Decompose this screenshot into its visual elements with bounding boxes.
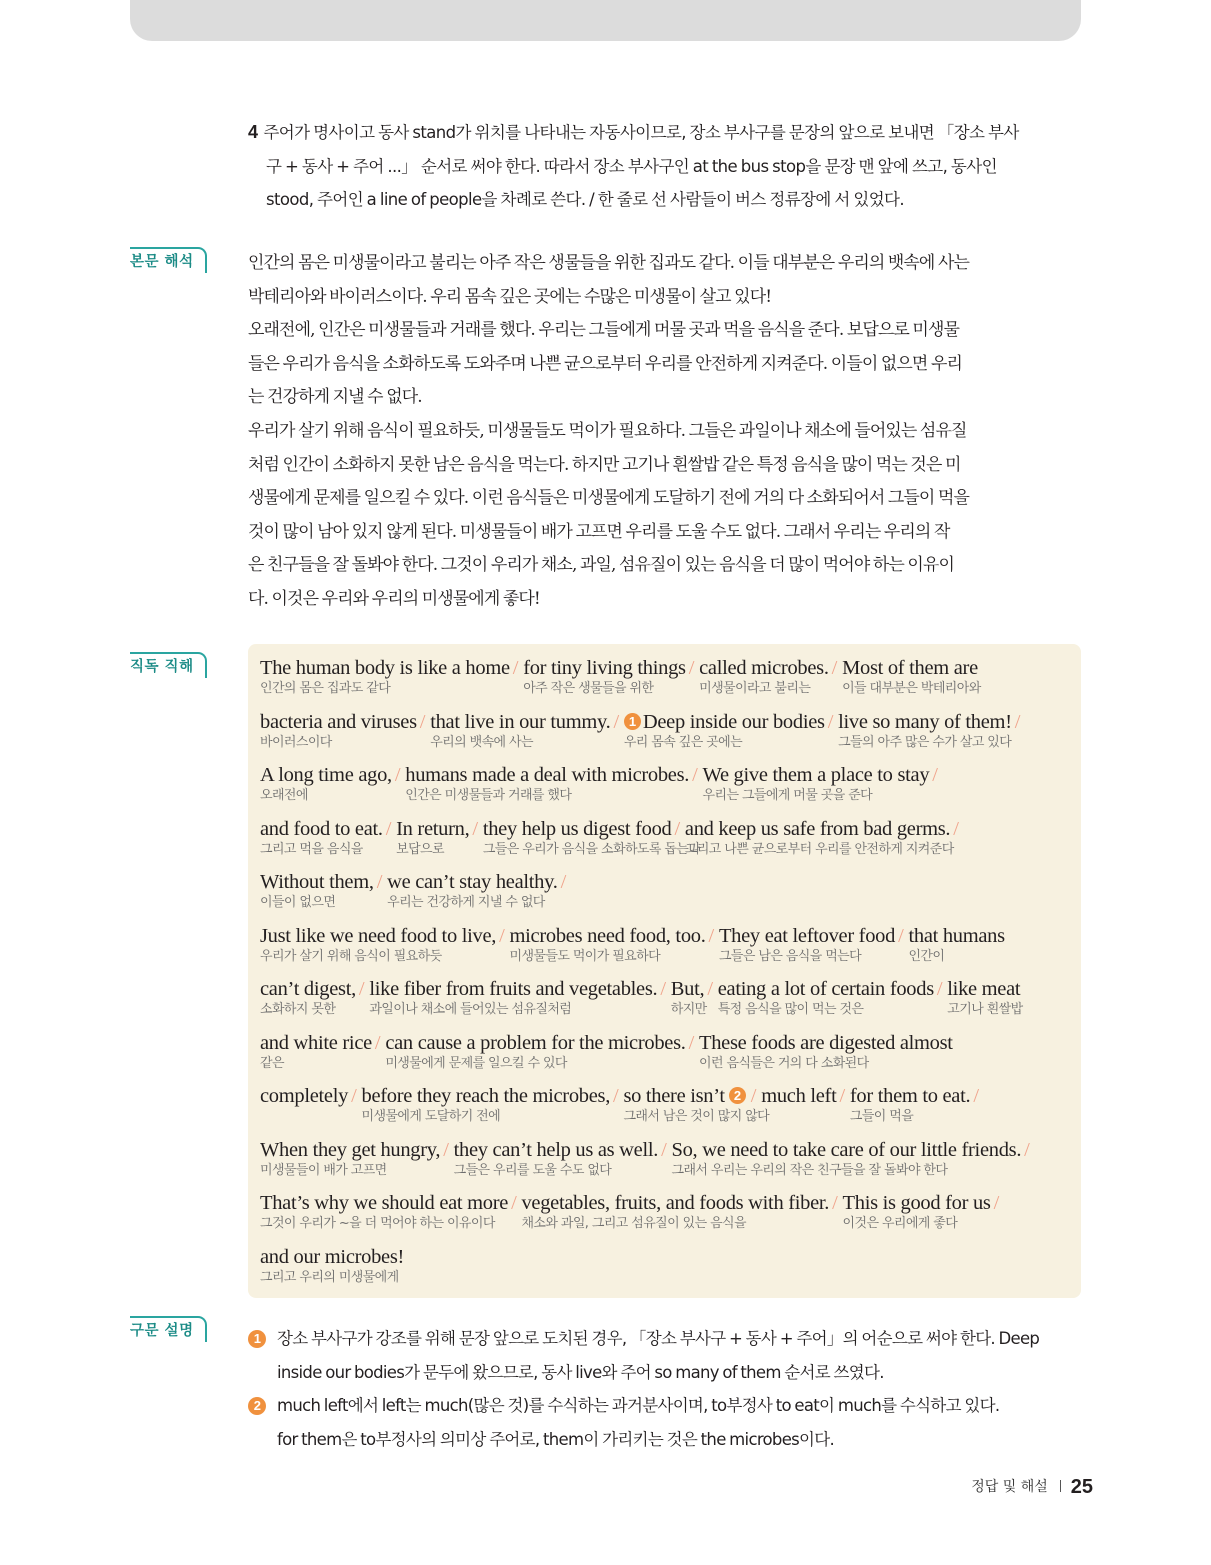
chunk-korean: 이런 음식들은 거의 다 소화된다 (699, 1055, 869, 1071)
translation-line: 박테리아와 바이러스이다. 우리 몸속 깊은 곳에는 수많은 미생물이 살고 있다! (248, 286, 772, 307)
chunk-korean: 미생물이라고 불리는 (699, 681, 811, 696)
chunk-english (260, 1031, 383, 1055)
chunk-text: Deep inside our bodies (642, 710, 825, 733)
chunk-text: and food to eat. (260, 817, 383, 840)
grammar-line: for them은 to부정사의 의미상 주어로, them이 가리키는 것은 the microbes이다. (277, 1429, 835, 1449)
chunk-english (260, 1245, 404, 1269)
chunk-english (510, 924, 717, 948)
chunk-korean: 미생물들도 먹이가 필요하다 (509, 948, 661, 964)
chunk-divider: / (443, 1138, 449, 1161)
chunk-text: for them to eat. (849, 1085, 971, 1107)
number-circle-icon: 1 (624, 713, 641, 730)
chunk-divider: / (688, 657, 695, 679)
translation-body (248, 247, 1084, 617)
chunk-text: and keep us safe from bad germs. (684, 817, 951, 840)
chunk-english (671, 977, 716, 1001)
chunk-english (523, 656, 697, 680)
chunk-english (838, 710, 1023, 734)
direct-row (260, 1191, 1075, 1231)
chunk-korean: 그리고 먹을 음식을 (260, 841, 363, 857)
chunk-divider: / (660, 978, 666, 1000)
chunk-divider: / (750, 1085, 757, 1107)
chunk-divider: / (560, 871, 566, 893)
footer-label: 정답 및 해설 (971, 1479, 1048, 1495)
chunk-divider: / (692, 764, 698, 786)
chunk-text: Just like we need food to live, (260, 924, 497, 947)
chunk-korean: 고기나 흰쌀밥 (947, 1002, 1023, 1017)
chunk-english (843, 1191, 1002, 1215)
chunk-text: vegetables, fruits, and foods with fiber. (521, 1192, 830, 1214)
chunk-text: so there isn’t (623, 1085, 725, 1107)
grammar-line: much left에서 left는 much(많은 것)를 수식하는 과거분사이며, to부정사 to eat이 much를 수식하고 있다. (277, 1396, 1000, 1415)
chunk-korean: 우리가 살기 위해 음식이 필요하듯 (260, 948, 442, 964)
chunk-divider: / (394, 764, 401, 786)
chunk-text: A long time ago, (260, 764, 392, 786)
chunk-korean: 바이러스이다 (260, 734, 332, 750)
chunk-divider: / (708, 924, 714, 947)
chunk-divider: / (351, 1085, 357, 1107)
chunk-korean: 보답으로 (396, 841, 444, 857)
chunk-divider: / (499, 924, 505, 947)
chunk-english (362, 1084, 622, 1108)
chunk-text: and our microbes! (260, 1245, 405, 1268)
chunk-text: The human body is like a home (260, 657, 510, 679)
note-line: stood, 주어인 a line of people을 차례로 쓴다. / 한 줄로 선 사람들이 버스 정류장에 서 있었다. (266, 190, 905, 209)
chunk-divider: / (376, 871, 383, 893)
note-line: 주어가 명사이고 동사 stand가 위치를 나타내는 자동사이므로, 장소 부사구를 문장의 앞으로 보내면 「장소 부사 (263, 123, 1019, 142)
translation-line: 들은 우리가 음식을 소화하도록 도와주며 나쁜 균으로부터 우리를 안전하게 지켜준다. 이들이 없으면 우리 (248, 353, 962, 374)
chunk-english (260, 1084, 360, 1108)
chunk-text: much left (761, 1085, 837, 1107)
chunk-text: like meat (947, 978, 1021, 1000)
chunk-korean: 인간의 몸은 집과도 같다 (260, 681, 391, 696)
number-circle-icon: 2 (248, 1397, 266, 1415)
chunk-divider: / (385, 817, 392, 840)
chunk-text: So, we need to take care of our little friends. (671, 1138, 1022, 1161)
chunk-text: that humans (908, 924, 1005, 947)
chunk-divider: / (661, 1138, 667, 1161)
chunk-divider: / (613, 710, 619, 733)
translation-line: 것이 많이 남아 있지 않게 된다. 미생물들이 배가 고프면 우리를 도울 수도 없다. 그래서 우리는 우리의 작 (248, 521, 950, 542)
note-number: 4 (248, 122, 258, 142)
chunk-text: That’s why we should eat more (260, 1192, 509, 1214)
chunk-korean: 그들은 우리가 음식을 소화하도록 돕는다 (482, 841, 701, 857)
answer-note-4 (248, 116, 1083, 217)
chunk-korean: 아주 작은 생물들을 위한 (523, 681, 654, 696)
chunk-korean: 그것이 우리가 ~을 더 먹어야 하는 이유이다 (260, 1216, 495, 1231)
chunk-text: like fiber from fruits and vegetables. (369, 978, 658, 1000)
grammar-explanations (248, 1322, 1088, 1456)
chunk-korean: 그리고 나쁜 균으로부터 우리를 안전하게 지켜준다 (684, 841, 954, 857)
chunk-korean: 그들은 우리를 도울 수도 없다 (453, 1162, 612, 1178)
direct-row (260, 763, 1075, 803)
chunk-divider: / (936, 978, 943, 1000)
direct-row (260, 1084, 1075, 1124)
number-circle-icon: 1 (248, 1330, 266, 1348)
direct-row (260, 817, 1075, 857)
chunk-english (260, 977, 367, 1001)
direct-row (260, 656, 1075, 696)
direct-row (260, 1031, 1075, 1071)
chunk-text: can cause a problem for the microbes. (385, 1031, 686, 1054)
chunk-english (623, 1084, 759, 1108)
note-line: 구 + 동사 + 주어 ...」 순서로 써야 한다. 따라서 장소 부사구인 at the bus stop을 문장 맨 앞에 쓰고, 동사인 (266, 156, 997, 176)
chunk-text: In return, (396, 817, 470, 840)
chunk-english (260, 656, 521, 680)
direct-reading-box (248, 644, 1081, 1298)
section-label-direct-reading: 직독 직해 (130, 652, 207, 678)
chunk-text: But, (670, 978, 705, 1000)
grammar-item (248, 1322, 1088, 1389)
grammar-line: 장소 부사구가 강조를 위해 문장 앞으로 도치된 경우, 「장소 부사구 + 동사 + 주어」의 어순으로 써야 한다. Deep (277, 1329, 1040, 1348)
chunk-korean: 우리의 뱃속에 사는 (430, 734, 533, 750)
chunk-english (260, 1191, 519, 1215)
chunk-divider: / (512, 657, 519, 679)
chunk-korean: 그래서 남은 것이 많지 않다 (623, 1109, 770, 1124)
translation-line: 오래전에, 인간은 미생물들과 거래를 했다. 우리는 그들에게 머물 곳과 먹을 음식을 준다. 보답으로 미생물 (248, 320, 959, 341)
chunk-english (703, 763, 941, 787)
chunk-divider: / (358, 978, 365, 1000)
chunk-english (385, 1031, 697, 1055)
chunk-divider: / (1014, 710, 1021, 733)
footer-divider (1060, 1480, 1061, 1492)
chunk-text: humans made a deal with microbes. (405, 764, 690, 786)
chunk-english (521, 1191, 840, 1215)
chunk-english (718, 977, 946, 1001)
chunk-english (260, 1138, 452, 1162)
direct-row (260, 1245, 1075, 1285)
section-label-translation: 본문 해석 (130, 247, 207, 273)
chunk-english (405, 763, 700, 787)
chunk-english (699, 1031, 953, 1055)
chunk-korean: 과일이나 채소에 들어있는 섬유질처럼 (369, 1002, 572, 1017)
chunk-korean: 미생물에게 문제를 일으킬 수 있다 (385, 1055, 567, 1071)
chunk-korean: 인간은 미생물들과 거래를 했다 (405, 788, 572, 803)
chunk-divider: / (832, 1192, 838, 1214)
chunk-divider: / (953, 817, 959, 840)
chunk-divider: / (839, 1085, 845, 1107)
direct-row (260, 870, 1075, 910)
chunk-text: can’t digest, (260, 978, 356, 1000)
chunk-korean: 하지만 (670, 1002, 707, 1017)
chunk-text: We give them a place to stay (702, 764, 930, 786)
chunk-text: eating a lot of certain foods (717, 978, 934, 1000)
chunk-korean: 우리는 건강하게 지낼 수 없다 (387, 895, 545, 910)
chunk-divider: / (613, 1085, 619, 1107)
translation-line: 인간의 몸은 미생물이라고 불리는 아주 작은 생물들을 위한 집과도 같다. 이들 대부분은 우리의 뱃속에 사는 (248, 253, 970, 273)
chunk-english (483, 817, 683, 841)
chunk-korean: 같은 (260, 1055, 284, 1071)
chunk-korean: 그래서 우리는 우리의 작은 친구들을 잘 돌봐야 한다 (671, 1162, 948, 1178)
chunk-english (260, 924, 508, 948)
chunk-korean: 그리고 우리의 미생물에게 (260, 1269, 399, 1285)
chunk-english (260, 817, 394, 841)
chunk-english (850, 1084, 982, 1108)
chunk-korean: 미생물에게 도달하기 전에 (361, 1109, 501, 1124)
chunk-korean: 우리 몸속 깊은 곳에는 (623, 734, 743, 750)
translation-line: 은 친구들을 잘 돌봐야 한다. 그것이 우리가 채소, 과일, 섬유질이 있는 음식을 더 많이 먹어야 하는 이유이 (248, 555, 954, 576)
chunk-text: They eat leftover food (718, 924, 896, 947)
chunk-text: This is good for us (842, 1192, 991, 1214)
chunk-text: before they reach the microbes, (361, 1085, 611, 1107)
translation-line: 우리가 살기 위해 음식이 필요하듯, 미생물들도 먹이가 필요하다. 그들은 과일이나 채소에 들어있는 섬유질 (248, 420, 967, 441)
chunk-divider: / (993, 1192, 999, 1214)
translation-line: 는 건강하게 지낼 수 없다. (248, 387, 422, 408)
chunk-english (761, 1084, 848, 1108)
chunk-korean: 인간이 (908, 948, 945, 964)
chunk-korean: 특정 음식을 많이 먹는 것은 (717, 1002, 864, 1017)
chunk-english (260, 870, 385, 894)
translation-line: 처럼 인간이 소화하지 못한 남은 음식을 먹는다. 하지만 고기나 흰쌀밥 같은 특정 음식을 많이 먹는 것은 미 (248, 454, 961, 475)
chunk-text: they help us digest food (482, 817, 672, 840)
chunk-text: These foods are digested almost (699, 1031, 953, 1054)
chunk-korean: 오래전에 (260, 788, 308, 803)
chunk-english (454, 1138, 670, 1162)
page-footer (971, 1476, 1093, 1499)
page-number: 25 (1070, 1476, 1093, 1498)
chunk-korean: 그들의 아주 많은 수가 살고 있다 (838, 734, 1012, 750)
chunk-korean: 이들 대부분은 박테리아와 (842, 681, 981, 696)
chunk-divider: / (831, 657, 838, 679)
section-label-grammar: 구문 설명 (130, 1316, 207, 1342)
chunk-korean: 이들이 없으면 (260, 895, 336, 910)
chunk-text: When they get hungry, (260, 1138, 441, 1161)
chunk-english (387, 870, 569, 894)
chunk-text: Most of them are (842, 657, 978, 679)
chunk-divider: / (688, 1031, 694, 1054)
chunk-divider: / (973, 1085, 979, 1107)
direct-row (260, 977, 1075, 1017)
chunk-text: called microbes. (699, 657, 829, 679)
chunk-korean: 그들이 먹을 (849, 1109, 914, 1124)
translation-line: 다. 이것은 우리와 우리의 미생물에게 좋다! (248, 588, 540, 609)
chunk-text: microbes need food, too. (509, 924, 706, 947)
chunk-text: completely (260, 1085, 349, 1107)
translation-line: 생물에게 문제를 일으킬 수 있다. 이런 음식들은 미생물에게 도달하기 전에 거의 다 소화되어서 그들이 먹을 (248, 488, 970, 509)
grammar-line: inside our bodies가 문두에 왔으므로, 동사 live와 주어 so many of them 순서로 쓰였다. (277, 1362, 884, 1382)
chunk-english (685, 817, 962, 841)
chunk-text: that live in our tummy. (430, 710, 611, 733)
top-header-bar (130, 0, 1081, 41)
chunk-english (699, 656, 840, 680)
chunk-english (396, 817, 481, 841)
chunk-divider: / (1024, 1138, 1030, 1161)
chunk-korean: 우리는 그들에게 머물 곳을 준다 (702, 788, 873, 803)
chunk-english (672, 1138, 1033, 1162)
chunk-english (430, 710, 622, 734)
chunk-text: bacteria and viruses (260, 710, 417, 733)
chunk-divider: / (472, 817, 478, 840)
chunk-text: for tiny living things (523, 657, 686, 679)
direct-row (260, 924, 1075, 964)
chunk-divider: / (827, 710, 834, 733)
chunk-korean: 소화하지 못한 (260, 1002, 336, 1017)
direct-row (260, 1138, 1075, 1178)
chunk-korean: 채소와 과일, 그리고 섬유질이 있는 음식을 (521, 1216, 746, 1231)
chunk-english (719, 924, 907, 948)
chunk-divider: / (674, 817, 680, 840)
chunk-divider: / (419, 710, 426, 733)
chunk-text: they can’t help us as well. (453, 1138, 659, 1161)
grammar-item (248, 1389, 1088, 1456)
direct-row (260, 710, 1075, 750)
chunk-divider: / (707, 978, 713, 1000)
chunk-english (260, 763, 403, 787)
chunk-text: we can’t stay healthy. (387, 871, 558, 893)
chunk-english (260, 710, 428, 734)
chunk-english (947, 977, 1020, 1001)
chunk-divider: / (374, 1031, 381, 1054)
chunk-english (369, 977, 668, 1001)
chunk-korean: 미생물들이 배가 고프면 (260, 1162, 387, 1178)
chunk-divider: / (932, 764, 938, 786)
chunk-english (842, 656, 978, 680)
chunk-text: Without them, (260, 871, 374, 893)
chunk-english (908, 924, 1004, 948)
number-circle-icon: 2 (729, 1087, 746, 1104)
chunk-text: live so many of them! (838, 710, 1012, 733)
chunk-english (624, 710, 836, 734)
chunk-korean: 그들은 남은 음식을 먹는다 (718, 948, 862, 964)
chunk-korean: 이것은 우리에게 좋다 (842, 1216, 958, 1231)
chunk-divider: / (898, 924, 904, 947)
chunk-divider: / (511, 1192, 517, 1214)
chunk-text: and white rice (260, 1031, 372, 1054)
